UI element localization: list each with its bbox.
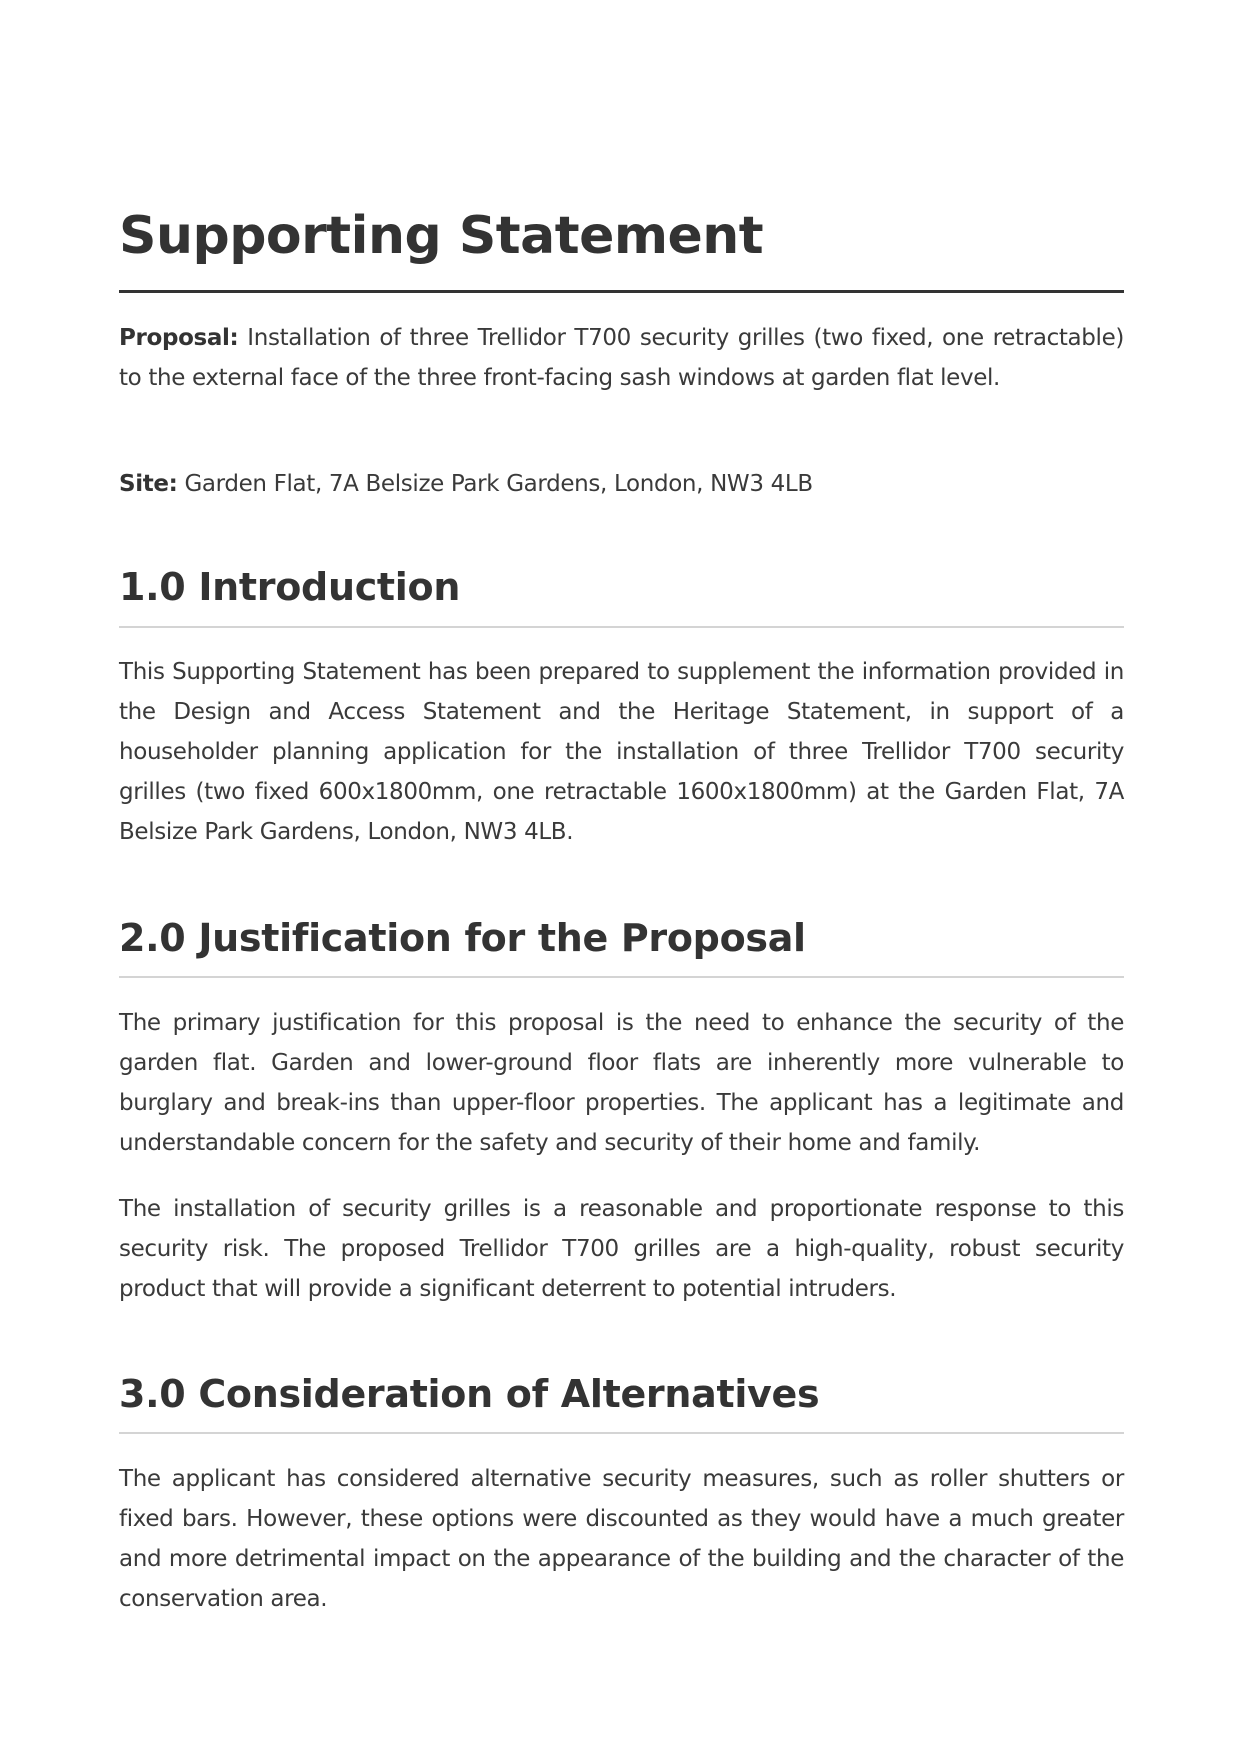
proposal-paragraph <box>119 318 1124 398</box>
section-divider <box>119 976 1124 978</box>
alternatives-paragraph: The applicant has considered alternative security measures, such as roller shutters or fixed bars. However, these options were discounted as they would have a much greater and more detrimental impact on the appearance of the building and the character of the conservation area. <box>119 1466 1124 1612</box>
section-heading-justification: 2.0 Justification for the Proposal <box>119 916 806 960</box>
proposal-label: Proposal: <box>119 325 239 351</box>
section-heading-introduction: 1.0 Introduction <box>119 565 461 609</box>
section-divider <box>119 626 1124 628</box>
proposal-text: Installation of three Trellidor T700 security grilles (two fixed, one retractable) to the external face of the three front-facing sash windows at garden flat level. <box>119 325 1124 391</box>
justification-paragraph-2: The installation of security grilles is a reasonable and proportionate response to this security risk. The proposed Trellidor T700 grilles are a high-quality, robust security product that will provide a significant deterrent to potential intruders. <box>119 1196 1124 1302</box>
justification-paragraph-1: The primary justification for this proposal is the need to enhance the security of the garden flat. Garden and lower-ground floor flats are inherently more vulnerable to burglary and break-ins than upper-floor properties. The applicant has a legitimate and understandable concern for the safety and security of their home and family. <box>119 1010 1124 1156</box>
site-paragraph <box>119 464 1124 504</box>
site-text: Garden Flat, 7A Belsize Park Gardens, London, NW3 4LB <box>177 471 813 497</box>
site-label: Site: <box>119 471 178 497</box>
section-divider <box>119 1432 1124 1434</box>
page-title: Supporting Statement <box>119 206 764 266</box>
title-divider <box>119 290 1124 293</box>
section-heading-alternatives: 3.0 Consideration of Alternatives <box>119 1372 820 1416</box>
introduction-paragraph: This Supporting Statement has been prepared to supplement the information provided in the Design and Access Statement and the Heritage Statement, in support of a householder planning application for the installation of three Trellidor T700 security grilles (two fixed 600x1800mm, one retractable 1600x1800mm) at the Garden Flat, 7A Belsize Park Gardens, London, NW3 4LB. <box>119 659 1124 845</box>
